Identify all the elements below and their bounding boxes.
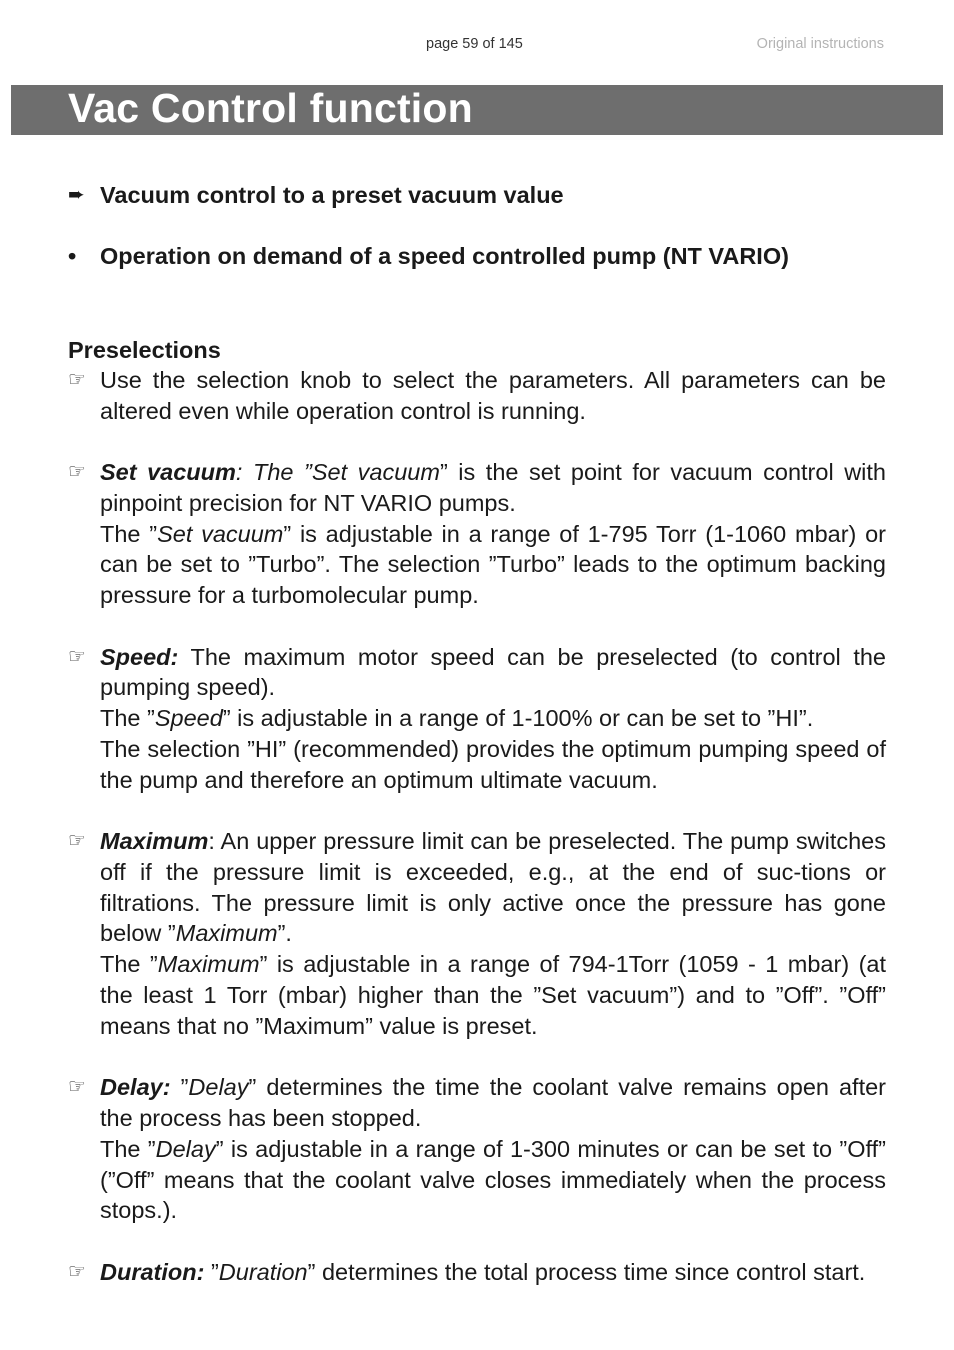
maximum-label: Maximum bbox=[100, 828, 209, 855]
bullet-operation-on-demand bbox=[68, 241, 886, 271]
text-span: The ” bbox=[100, 951, 158, 978]
text-italic: Delay bbox=[155, 1135, 216, 1162]
duration-label: Duration: bbox=[100, 1258, 205, 1285]
item-set-vacuum bbox=[68, 457, 886, 611]
text-span: : The ” bbox=[235, 459, 312, 486]
pointing-hand-icon: ☞ bbox=[68, 645, 86, 668]
text-span: ” determines the total process time since control start. bbox=[307, 1258, 866, 1285]
text-span: The maximum motor speed can be preselected (to control the pumping speed). bbox=[100, 643, 886, 701]
item-intro bbox=[68, 365, 886, 427]
duration-paragraph-1 bbox=[100, 1257, 886, 1288]
arrow-right-icon: ➨ bbox=[68, 184, 85, 206]
text-span: ”. bbox=[277, 920, 292, 947]
text-span: The ” bbox=[100, 1135, 156, 1162]
item-speed bbox=[68, 642, 886, 796]
header-original-instructions: Original instructions bbox=[756, 36, 884, 52]
text-span: : An upper pressure limit can be preselected. The pump switches off if the pressure limit is exceeded, e.g., at the end of suc-tions or filtrations. The pressure limit is only active once the pressure has gone below ” bbox=[100, 828, 886, 947]
pointing-hand-icon: ☞ bbox=[68, 1076, 86, 1099]
delay-label: Delay: bbox=[100, 1074, 171, 1101]
text-italic: Delay bbox=[188, 1074, 249, 1101]
text-span: ” determines the time the coolant valve remains open after the process has been stopped. bbox=[100, 1074, 887, 1131]
bullet-vacuum-control bbox=[68, 180, 886, 210]
text-span: ” is the set point for vacuum control with pinpoint precision for NT VARIO pumps. bbox=[100, 459, 886, 516]
text-italic: Maximum bbox=[175, 920, 278, 947]
delay-paragraph-2 bbox=[100, 1134, 886, 1226]
item-duration bbox=[68, 1257, 886, 1288]
bullet-text: Operation on demand of a speed controlled pump (NT VARIO) bbox=[100, 243, 789, 269]
speed-paragraph-3: The selection ”HI” (recommended) provides the optimum pumping speed of the pump and therefore an optimum ultimate vacuum. bbox=[100, 735, 886, 793]
maximum-paragraph-2 bbox=[100, 949, 886, 1041]
pointing-hand-icon: ☞ bbox=[68, 369, 86, 391]
title-bar bbox=[11, 85, 943, 135]
set-vacuum-paragraph-1 bbox=[100, 457, 886, 519]
intro-text: Use the selection knob to select the parameters. All parameters can be altered even while operation control is running. bbox=[100, 367, 886, 424]
maximum-paragraph-1 bbox=[100, 826, 886, 949]
text-span: The ” bbox=[100, 520, 158, 547]
text-italic: Speed bbox=[154, 705, 223, 732]
text-span: ” is adjustable in a range of 1-795 Torr (1-1060 mbar) or can be set to ”Turbo”. The selection ”Turbo” leads to the optimum backing pressure for a turbomolecular pump. bbox=[100, 520, 886, 609]
pointing-hand-icon: ☞ bbox=[68, 830, 86, 853]
main-content bbox=[68, 180, 886, 1318]
text-span: ” bbox=[170, 1074, 189, 1101]
text-span: ” is adjustable in a range of 1-300 minutes or can be set to ”Off” (”Off” means that the coolant valve closes immediately when the process stops.). bbox=[100, 1135, 886, 1224]
pointing-hand-icon: ☞ bbox=[68, 1260, 86, 1283]
text-italic: Maximum bbox=[157, 951, 260, 978]
page-number: page 59 of 145 bbox=[426, 36, 523, 52]
set-vacuum-paragraph-2 bbox=[100, 519, 886, 611]
speed-label: Speed: bbox=[100, 643, 179, 670]
item-maximum bbox=[68, 826, 886, 1042]
text-span: ” bbox=[204, 1258, 219, 1285]
speed-paragraph-2 bbox=[100, 703, 886, 734]
text-span: ” is adjustable in a range of 794-1Torr (1059 - 1 mbar) (at the least 1 Torr (mbar) higher than the ”Set vacuum”) and to ”Off”. ”Off” means that no ”Maximum” value is preset. bbox=[100, 951, 886, 1039]
text-italic: Set vacuum bbox=[157, 520, 284, 547]
text-span: The ” bbox=[100, 705, 155, 732]
section-title-preselections: Preselections bbox=[68, 337, 221, 363]
speed-paragraph-1 bbox=[100, 642, 886, 704]
delay-paragraph-1 bbox=[100, 1072, 886, 1134]
page-title: Vac Control function bbox=[68, 85, 473, 131]
text-span: ” is adjustable in a range of 1-100% or can be set to ”HI”. bbox=[222, 705, 814, 732]
bullet-text: Vacuum control to a preset vacuum value bbox=[100, 182, 564, 208]
item-delay bbox=[68, 1072, 886, 1226]
text-italic: Duration bbox=[218, 1258, 308, 1285]
text-italic: Set vacuum bbox=[311, 459, 440, 486]
bullet-dot-icon: • bbox=[68, 243, 77, 269]
pointing-hand-icon: ☞ bbox=[68, 461, 86, 484]
set-vacuum-label: Set vacuum bbox=[100, 459, 236, 486]
